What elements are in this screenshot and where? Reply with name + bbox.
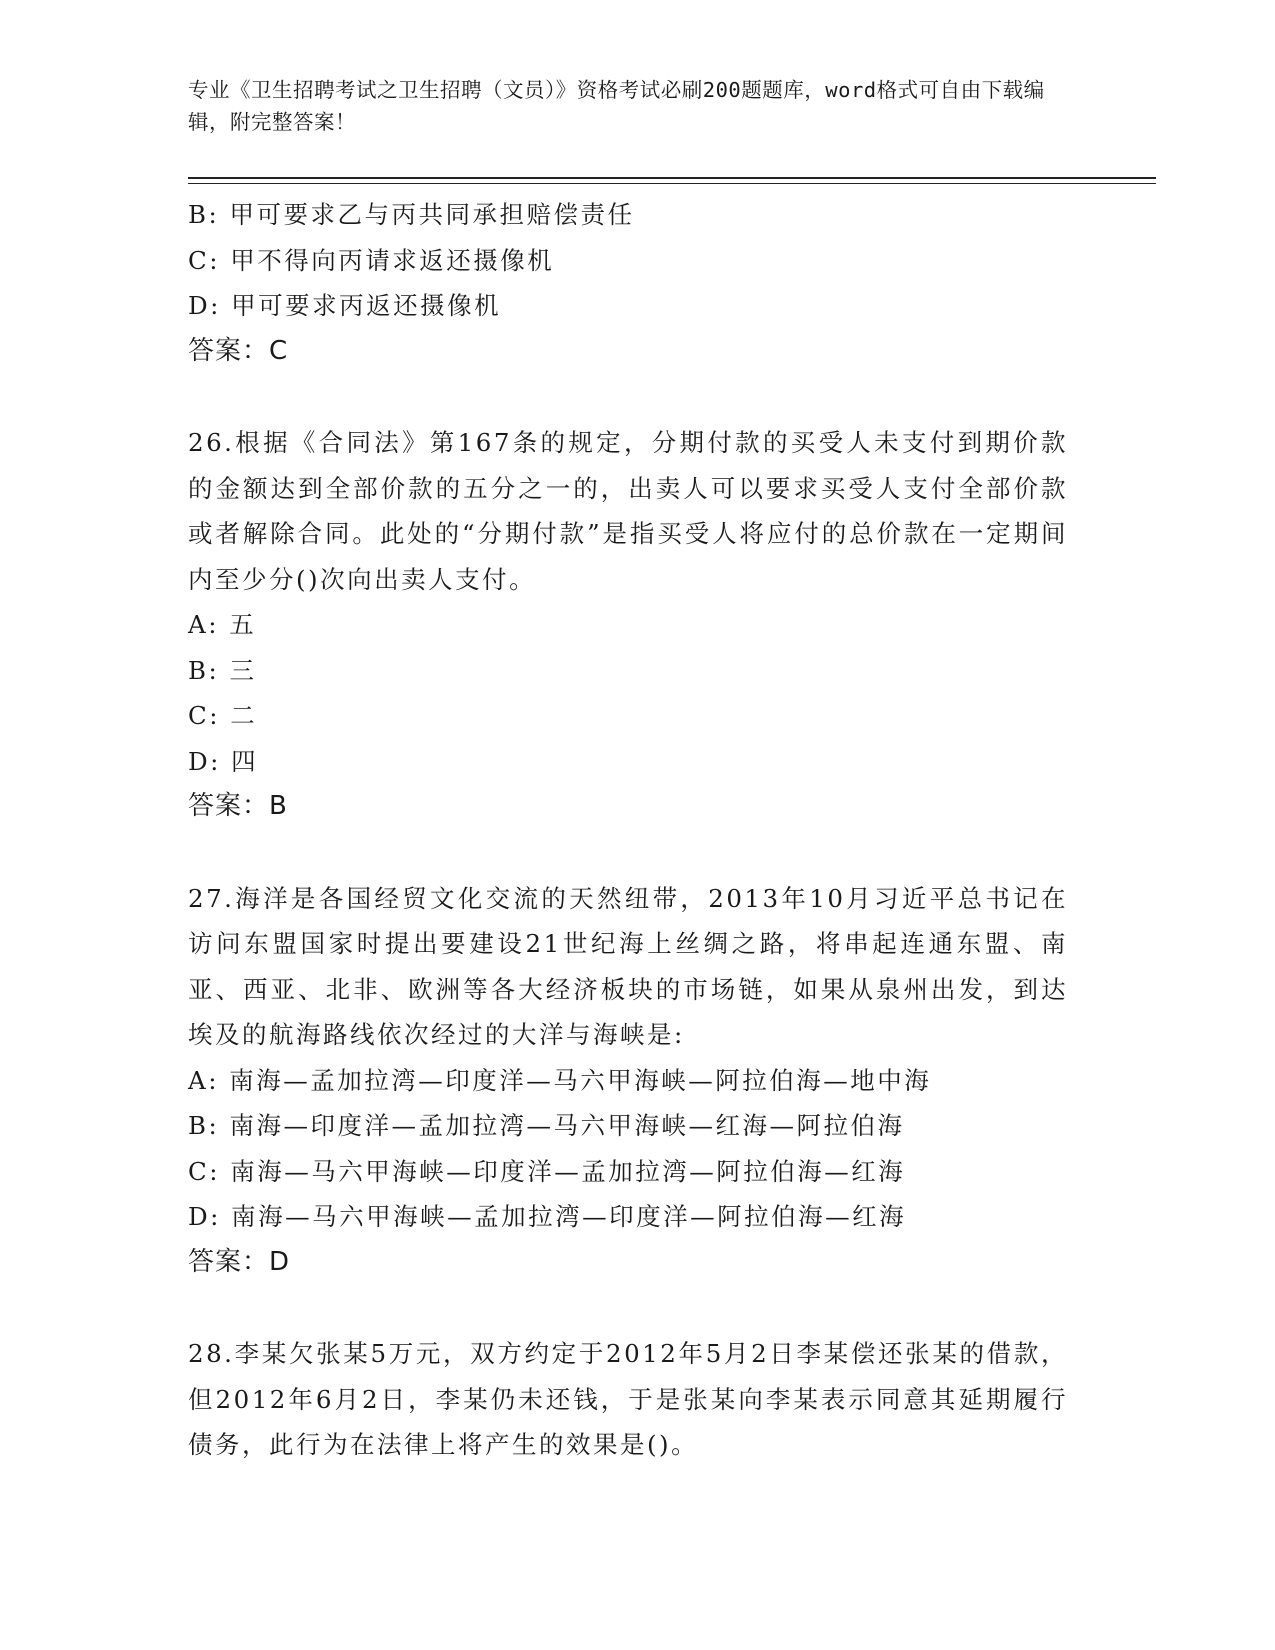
header-rule-thick xyxy=(188,177,1156,179)
answer-label: 答案： xyxy=(188,335,270,366)
question-27 xyxy=(188,876,1068,1286)
answer-value: C xyxy=(269,335,289,366)
header-text: 专业《卫生招聘考试之卫生招聘（文员）》资格考试必刷200题题库，word格式可自由下载编辑，附完整答案！ xyxy=(188,78,1045,134)
answer-line xyxy=(188,329,1068,375)
option-a: A: 南海—孟加拉湾—印度洋—马六甲海峡—阿拉伯海—地中海 xyxy=(188,1065,932,1095)
question-text: 28.李某欠张某5万元，双方约定于2012年5月2日李某偿还张某的借款，但2012年6月2日，李某仍未还钱，于是张某向李某表示同意其延期履行债务，此行为在法律上将产生的效果是()。 xyxy=(188,1339,1068,1459)
answer-label: 答案： xyxy=(188,1246,270,1277)
document-header xyxy=(188,74,1068,138)
option-a: A: 五 xyxy=(188,610,257,639)
option-c: C: 二 xyxy=(188,701,258,730)
answer-value: D xyxy=(269,1246,291,1277)
spacer xyxy=(188,1285,1068,1331)
answer-line xyxy=(188,1240,1068,1286)
option-c: C: 甲不得向丙请求返还摄像机 xyxy=(188,245,555,275)
option-b: B: 三 xyxy=(188,655,257,685)
exam-content xyxy=(188,192,1068,1468)
partial-question xyxy=(188,192,1068,374)
answer-value: B xyxy=(269,791,288,821)
option-b: B: 甲可要求乙与丙共同承担赔偿责任 xyxy=(188,200,635,229)
option-c: C: 南海—马六甲海峡—印度洋—孟加拉湾—阿拉伯海—红海 xyxy=(188,1156,906,1186)
header-rule-thin xyxy=(188,183,1156,184)
question-26 xyxy=(188,420,1068,830)
option-d: D: 四 xyxy=(188,746,259,776)
option-d: D: 甲可要求丙返还摄像机 xyxy=(188,291,502,320)
option-b: B: 南海—印度洋—孟加拉湾—马六甲海峡—红海—阿拉伯海 xyxy=(188,1111,905,1140)
spacer xyxy=(188,830,1068,876)
question-text: 27.海洋是各国经贸文化交流的天然纽带，2013年10月习近平总书记在访问东盟国家时提出要建设21世纪海上丝绸之路，将串起连通东盟、南亚、西亚、北非、欧洲等各大经济板块的市场链，如果从泉州出发，到达埃及的航海路线依次经过的大洋与海峡是: xyxy=(188,883,1068,1049)
spacer xyxy=(188,374,1068,420)
answer-label: 答案： xyxy=(188,791,270,821)
question-text: 26.根据《合同法》第167条的规定，分期付款的买受人未支付到期价款的金额达到全部价款的五分之一的，出卖人可以要求买受人支付全部价款或者解除合同。此处的“分期付款”是指买受人将应付的总价款在一定期间内至少分()次向出卖人支付。 xyxy=(188,428,1068,594)
answer-line xyxy=(188,784,1068,830)
option-d: D: 南海—马六甲海峡—孟加拉湾—印度洋—阿拉伯海—红海 xyxy=(188,1202,907,1231)
question-28 xyxy=(188,1331,1068,1468)
